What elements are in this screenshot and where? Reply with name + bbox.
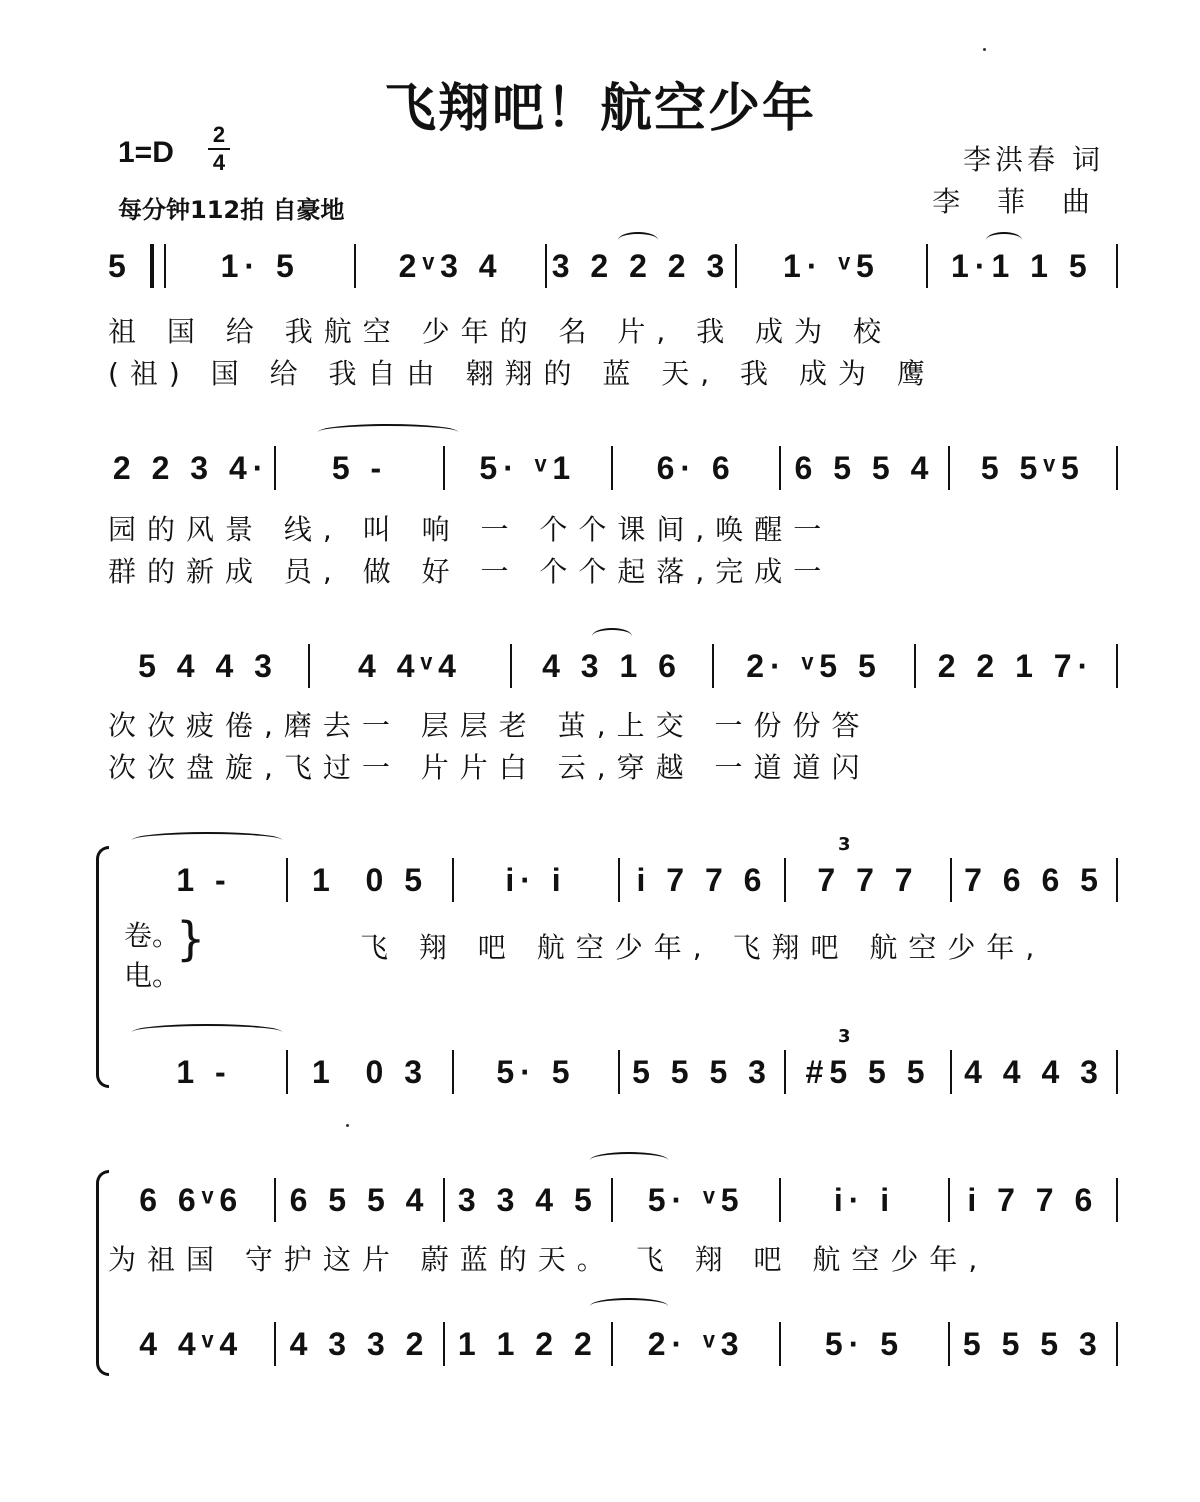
- measure: 1 -: [176, 1053, 232, 1090]
- tie: [590, 1298, 668, 1314]
- measure: 4 4 4 3: [964, 1053, 1104, 1090]
- measure: i· i: [505, 861, 567, 898]
- barline: [1116, 858, 1118, 902]
- barline: [1116, 244, 1118, 288]
- measure: 1 0 5: [311, 861, 429, 898]
- measure: 4 3 3 2: [289, 1325, 430, 1362]
- measure: 2· ᵛ3: [647, 1325, 745, 1362]
- measure: 5 5ᵛ5: [980, 449, 1085, 486]
- measure: 5 -: [331, 449, 388, 486]
- meter-bottom: 4: [212, 150, 226, 175]
- lyricist-credit: 李洪春 词: [963, 143, 1104, 176]
- measure: 7 7 7: [817, 861, 919, 898]
- notes-row: [108, 644, 1118, 688]
- lower-voice: [122, 1050, 1118, 1094]
- upper-voice: [122, 858, 1118, 902]
- measure: 4 4ᵛ4: [139, 1325, 244, 1362]
- measure: 5 5 5 3: [962, 1325, 1103, 1362]
- measure: 4 3 1 6: [542, 647, 682, 684]
- lower-voice: [108, 1322, 1118, 1366]
- measure: 3 2 2 2 3: [551, 247, 731, 284]
- triplet-mark: 3: [838, 834, 851, 855]
- key-signature: 1=D: [118, 136, 174, 169]
- tempo-marking: 每分钟112拍 自豪地: [118, 196, 345, 224]
- slur: [618, 232, 658, 248]
- lyric-brace: }: [176, 912, 206, 966]
- speck: [346, 1124, 349, 1127]
- measure: 3 3 4 5: [457, 1181, 598, 1218]
- measure: 6· 6: [656, 449, 736, 486]
- brace: [96, 846, 109, 1088]
- measure: i 7 7 6: [967, 1181, 1099, 1218]
- measure: 1·1 1 5: [951, 247, 1093, 284]
- measure: 5· ᵛ1: [479, 449, 577, 486]
- tie: [318, 424, 458, 440]
- measure: 2 2 3 4·: [112, 449, 270, 486]
- time-signature: [206, 122, 232, 176]
- lyric-chorus: 飞 翔 吧 航空少年, 飞翔吧 航空少年,: [360, 931, 1046, 964]
- notes-row: [108, 446, 1118, 490]
- measure: i· i: [833, 1181, 896, 1218]
- lyric-verse-1: 次次疲倦,磨去一 层层老 茧,上交 一份份答: [108, 709, 871, 742]
- barline: [1116, 644, 1118, 688]
- lyric-verse-2: (祖) 国 给 我自由 翱翔的 蓝 天, 我 成为 鹰: [108, 357, 936, 390]
- lyric-verse-1-end: 卷。: [124, 919, 181, 952]
- composer-credit: 李 菲 曲: [932, 185, 1104, 218]
- measure: 6 5 5 4: [289, 1181, 430, 1218]
- measure: #5 5 5: [805, 1053, 931, 1090]
- lyric-verse-1: 园的风景 线, 叫 响 一 个个课间,唤醒一: [108, 513, 833, 546]
- measure: 5 4 4 3: [138, 647, 278, 684]
- repeat-start: [150, 244, 166, 288]
- measure: 1 -: [176, 861, 232, 898]
- slur: [592, 628, 632, 644]
- barline: [1116, 1322, 1118, 1366]
- upper-voice: [108, 1178, 1118, 1222]
- measure: 2ᵛ3 4: [398, 247, 503, 284]
- lyric-line: 为祖国 守护这片 蔚蓝的天。 飞 翔 吧 航空少年,: [108, 1243, 989, 1276]
- barline: [1116, 446, 1118, 490]
- measure: 1· ᵛ5: [783, 247, 880, 284]
- slur: [986, 232, 1022, 248]
- measure: 6 6ᵛ6: [139, 1181, 244, 1218]
- speck: [983, 48, 986, 51]
- notes-row: [108, 244, 1118, 288]
- measure: 6 5 5 4: [794, 449, 935, 486]
- measure: 1· 5: [220, 247, 300, 284]
- measure: 2 2 1 7·: [937, 647, 1095, 684]
- lyric-verse-2: 群的新成 员, 做 好 一 个个起落,完成一: [108, 555, 833, 588]
- pickup-note: 5: [108, 247, 132, 284]
- tie: [590, 1152, 668, 1168]
- lyric-verse-2-end: 电。: [124, 959, 181, 992]
- measure: 5· ᵛ5: [647, 1181, 745, 1218]
- measure: 2· ᵛ5 5: [746, 647, 882, 684]
- measure: 5· 5: [824, 1325, 905, 1362]
- meter-top: 2: [212, 122, 226, 147]
- measure: 1 0 3: [311, 1053, 429, 1090]
- tie: [132, 832, 282, 848]
- song-title: 飞翔吧！航空少年: [383, 79, 816, 139]
- measure: 4 4ᵛ4: [358, 647, 462, 684]
- triplet-mark: 3: [838, 1026, 851, 1047]
- measure: i 7 7 6: [636, 861, 768, 898]
- measure: 1 1 2 2: [457, 1325, 598, 1362]
- measure: 7 6 6 5: [964, 861, 1104, 898]
- barline: [1116, 1178, 1118, 1222]
- tie: [132, 1024, 282, 1040]
- barline: [1116, 1050, 1118, 1094]
- lyric-verse-2: 次次盘旋,飞过一 片片白 云,穿越 一道道闪: [108, 751, 871, 784]
- measure: 5 5 5 3: [632, 1053, 772, 1090]
- lyric-verse-1: 祖 国 给 我航空 少年的 名 片, 我 成为 校: [108, 315, 893, 348]
- measure: 5· 5: [496, 1053, 576, 1090]
